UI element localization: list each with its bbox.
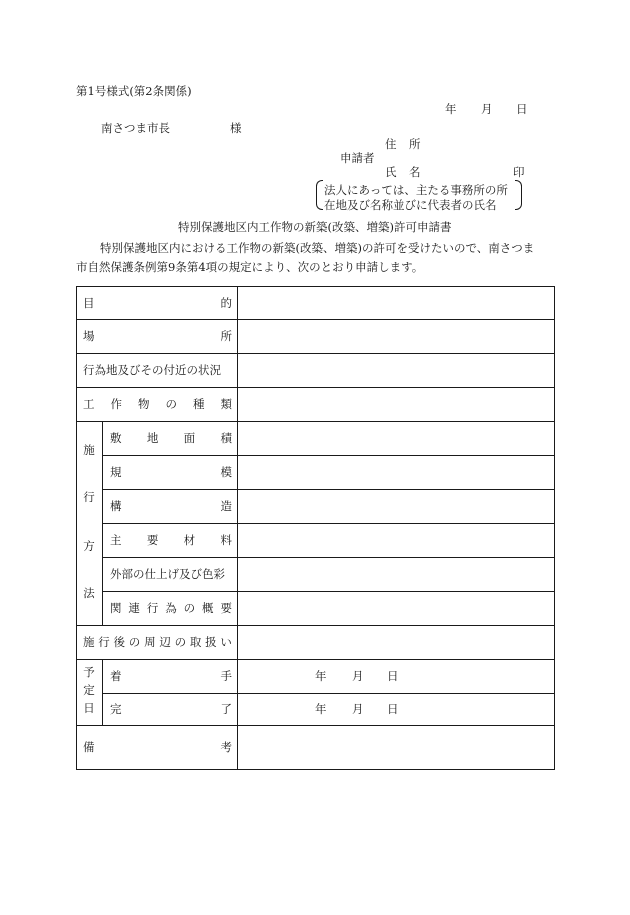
location-field[interactable] [238, 320, 554, 353]
address-label-1: 住 [385, 137, 397, 151]
start-date-day: 日 [387, 669, 399, 683]
finish-date-month: 月 [352, 702, 364, 716]
label-site-area: 敷 地 面 積 [110, 431, 232, 445]
body-line-2: 市自然保護条例第9条第4項の規定により、次のとおり申請します。 [76, 260, 424, 274]
label-location: 場 所 [83, 329, 232, 343]
label-start: 着 手 [110, 669, 232, 683]
name-label-2: 名 [409, 165, 421, 179]
structure-type-field[interactable] [238, 388, 554, 421]
label-scale: 規 模 [110, 465, 232, 479]
date-month-label: 月 [481, 102, 493, 116]
surroundings-field[interactable] [238, 354, 554, 387]
label-method-char-3: 方 [83, 539, 95, 553]
main-materials-field[interactable] [238, 524, 554, 557]
remarks-field[interactable] [238, 726, 554, 769]
label-schedule-char-3: 日 [83, 701, 95, 715]
finish-date-year: 年 [315, 702, 327, 716]
addressee-honorific: 様 [230, 121, 242, 135]
form-number: 第1号様式(第2条関係) [76, 84, 192, 98]
label-exterior-finish: 外部の仕上げ及び色彩 [110, 567, 225, 581]
start-date-year: 年 [315, 669, 327, 683]
seal-mark: 印 [513, 165, 525, 179]
label-structure-type: 工 作 物 の 種 類 [83, 397, 232, 411]
label-schedule-char-1: 予 [83, 665, 95, 679]
label-related-acts: 関 連 行 為 の 概 要 [110, 601, 232, 615]
addressee-name: 南さつま市長 [101, 121, 170, 135]
bracket-right [515, 180, 522, 210]
label-finish: 完 了 [110, 702, 232, 716]
applicant-note-line2: 在地及び名称並びに代表者の氏名 [324, 198, 497, 212]
bracket-left [316, 180, 323, 210]
label-method-char-4: 法 [83, 586, 95, 600]
label-main-materials: 主 要 材 料 [110, 533, 232, 547]
finish-date-day: 日 [387, 702, 399, 716]
purpose-field[interactable] [238, 287, 554, 319]
label-purpose: 目 的 [83, 296, 232, 310]
label-construction: 構 造 [110, 499, 232, 513]
label-schedule-char-2: 定 [83, 683, 95, 697]
label-surroundings: 行為地及びその付近の状況 [83, 363, 221, 377]
applicant-note-line1: 法人にあっては、主たる事務所の所 [324, 183, 508, 197]
applicant-label: 申請者 [340, 151, 375, 165]
date-year-label: 年 [445, 102, 457, 116]
construction-field[interactable] [238, 490, 554, 523]
application-table [76, 286, 555, 770]
body-line-1: 特別保護地区内における工作物の新築(改築、増築)の許可を受けたいので、南さつま [100, 241, 535, 255]
post-handling-field[interactable] [238, 626, 554, 659]
label-remarks: 備 考 [83, 740, 232, 754]
label-post-handling: 施 行 後 の 周 辺 の 取 扱 い [83, 635, 232, 649]
related-acts-field[interactable] [238, 592, 554, 625]
scale-field[interactable] [238, 456, 554, 489]
exterior-finish-field[interactable] [238, 558, 554, 591]
label-method-char-1: 施 [83, 443, 95, 457]
label-method-char-2: 行 [83, 490, 95, 504]
site-area-field[interactable] [238, 422, 554, 455]
start-date-month: 月 [352, 669, 364, 683]
document-title: 特別保護地区内工作物の新築(改築、増築)許可申請書 [178, 220, 452, 234]
address-label-2: 所 [409, 137, 421, 151]
date-day-label: 日 [516, 102, 528, 116]
applicant-note [316, 180, 522, 210]
name-label-1: 氏 [385, 165, 397, 179]
